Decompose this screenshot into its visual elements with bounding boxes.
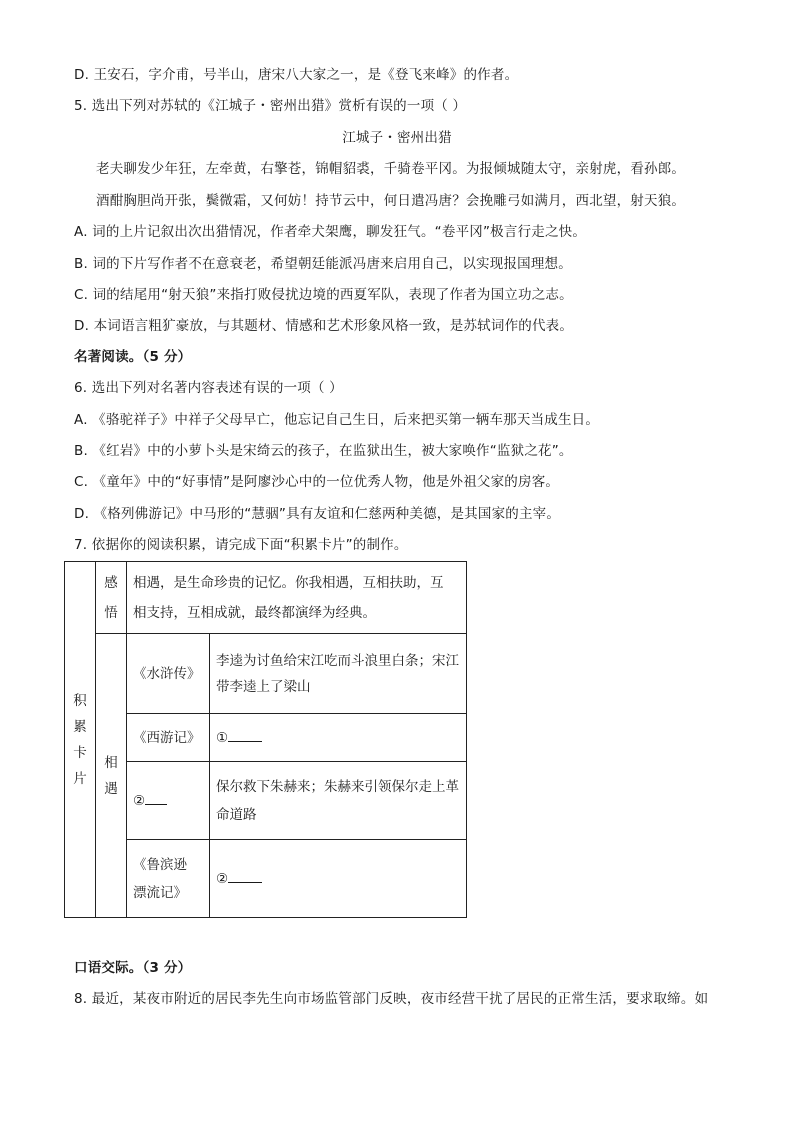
option-d-q4: D. 王安石，字介甫，号半山，唐宋八大家之一，是《登飞来峰》的作者。	[74, 67, 519, 83]
content-cell[interactable]	[210, 840, 467, 918]
book-cell	[127, 714, 210, 762]
poem-title: 江城子・密州出猎	[342, 130, 452, 146]
book-title: 《水浒传》	[133, 665, 201, 682]
book-title: 《鲁滨逊	[133, 856, 187, 873]
option-a-q6: A. 《骆驼祥子》中祥子父母早亡，他忘记自己生日，后来把买第一辆车那天当成生日。	[74, 412, 600, 428]
section-heading-oral: 口语交际。（3 分）	[74, 960, 192, 976]
book-cell[interactable]	[127, 762, 210, 840]
question-7: 7. 依据你的阅读积累，请完成下面“积累卡片”的制作。	[74, 537, 408, 553]
xiangyu-label-cell	[96, 634, 127, 918]
content-cell[interactable]	[210, 714, 467, 762]
card-title-cell	[65, 562, 96, 918]
ganwu-text-line: 相遇，是生命珍贵的记忆。你我相遇，互相扶助，互	[133, 574, 444, 591]
content-cell	[210, 762, 467, 840]
content-cell	[210, 634, 467, 714]
section-heading-classics: 名著阅读。（5 分）	[74, 349, 192, 365]
ganwu-text-line: 相支持，互相成就，最终都演绎为经典。	[133, 604, 376, 621]
book-title: 《西游记》	[133, 729, 201, 746]
card-title-char: 卡	[73, 744, 87, 761]
blank-marker: ②	[133, 792, 146, 809]
option-b-q5: B. 词的下片写作者不在意衰老，希望朝廷能派冯唐来启用自己，以实现报国理想。	[74, 256, 572, 272]
ganwu-text-cell	[127, 562, 467, 634]
xiangyu-char: 相	[104, 754, 118, 771]
option-d-q6: D. 《格列佛游记》中马形的“慧骃”具有友谊和仁慈两种美德，是其国家的主宰。	[74, 506, 561, 522]
option-c-q5: C. 词的结尾用“射天狼”来指打败侵扰边境的西夏军队，表现了作者为国立功之志。	[74, 287, 573, 303]
option-c-q6: C. 《童年》中的“好事情”是阿廖沙心中的一位优秀人物，他是外祖父家的房客。	[74, 474, 560, 490]
option-b-q6: B. 《红岩》中的小萝卜头是宋绮云的孩子，在监狱出生，被大家唤作“监狱之花”。	[74, 443, 573, 459]
ganwu-char: 感	[104, 574, 118, 591]
poem-line-2: 酒酣胸胆尚开张，鬓微霜，又何妨！持节云中，何日遣冯唐？会挽雕弓如满月，西北望，射天狼。	[96, 193, 686, 209]
content-line: 保尔救下朱赫来；朱赫来引领保尔走上革	[216, 778, 459, 795]
content-line: 命道路	[216, 806, 257, 823]
question-8: 8. 最近，某夜市附近的居民李先生向市场监管部门反映，夜市经营干扰了居民的正常生活，要求取缔。如	[74, 991, 709, 1007]
option-a-q5: A. 词的上片记叙出次出猎情况，作者牵犬架鹰，聊发狂气。“卷平冈”极言行走之快。	[74, 224, 587, 240]
answer-blank[interactable]	[228, 868, 262, 883]
ganwu-char: 悟	[104, 604, 118, 621]
answer-blank[interactable]	[228, 727, 262, 742]
question-5: 5. 选出下列对苏轼的《江城子・密州出猎》赏析有误的一项（ ）	[74, 98, 467, 114]
content-line: 李逵为讨鱼给宋江吃而斗浪里白条；宋江	[216, 652, 459, 669]
answer-blank[interactable]	[145, 790, 167, 805]
book-title: 漂流记》	[133, 884, 187, 901]
blank-marker: ②	[216, 870, 229, 887]
question-6: 6. 选出下列对名著内容表述有误的一项（ ）	[74, 380, 343, 396]
accumulation-card-table	[64, 561, 467, 918]
xiangyu-char: 遇	[104, 780, 118, 797]
option-d-q5: D. 本词语言粗犷豪放，与其题材、情感和艺术形象风格一致，是苏轼词作的代表。	[74, 318, 574, 334]
ganwu-label-cell	[96, 562, 127, 634]
card-title-char: 积	[73, 692, 87, 709]
card-title-char: 片	[73, 770, 87, 787]
book-cell	[127, 634, 210, 714]
poem-line-1: 老夫聊发少年狂，左牵黄，右擎苍，锦帽貂裘，千骑卷平冈。为报倾城随太守，亲射虎，看孙郎。	[96, 161, 686, 177]
book-cell	[127, 840, 210, 918]
content-line: 带李逵上了梁山	[216, 678, 311, 695]
card-title-char: 累	[73, 718, 87, 735]
blank-marker: ①	[216, 729, 229, 746]
